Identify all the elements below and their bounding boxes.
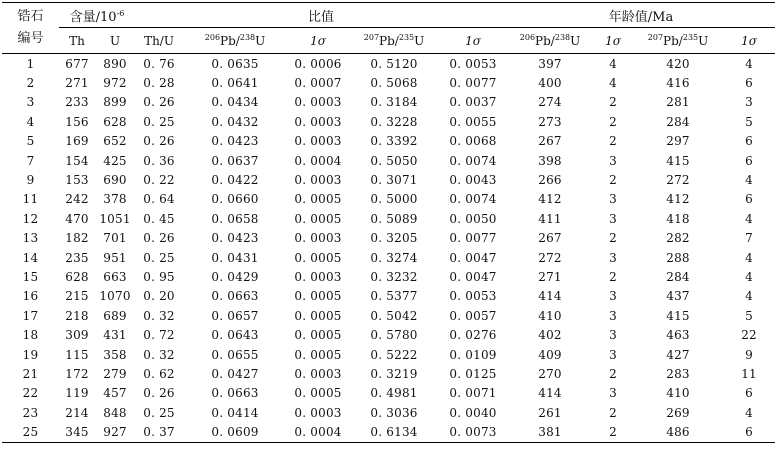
cell-pb206-u238-ratio: 0. 0655 [211, 347, 259, 362]
cell-pb207-u235-ratio: 0. 3232 [370, 269, 418, 284]
cell-th-u-ratio: 0. 26 [143, 231, 175, 246]
cell-pb206-u238-age: 274 [538, 95, 562, 110]
cell-ratio-sigma-2: 0. 0047 [449, 269, 497, 284]
cell-pb207-u235-age: 284 [666, 114, 690, 129]
cell-u-content: 358 [103, 347, 127, 362]
cell-th-u-ratio: 0. 25 [143, 114, 175, 129]
cell-pb207-u235-ratio: 0. 3392 [370, 134, 418, 149]
cell-age-sigma-1: 2 [609, 134, 617, 149]
cell-age-sigma-1: 3 [609, 328, 617, 343]
cell-pb206-u238-age: 381 [507, 422, 593, 442]
col-header-th: Th [59, 28, 95, 54]
cell-ratio-sigma-2: 0. 0125 [449, 366, 497, 381]
table-row [2, 306, 775, 325]
cell-age-sigma-2: 5 [745, 308, 753, 323]
pb206-mass-number: 206 [204, 32, 221, 42]
cell-pb207-u235-ratio: 0. 3184 [370, 95, 418, 110]
cell-ratio-sigma-1: 0. 0005 [294, 289, 342, 304]
cell-ratio-sigma-1: 0. 0003 [294, 231, 342, 246]
u235-mass-number: 235 [398, 32, 415, 42]
col-header-sigma-2: 1σ [439, 28, 507, 54]
cell-age-sigma-1: 3 [609, 211, 617, 226]
cell-pb206-u238-age: 398 [538, 153, 562, 168]
cell-age-sigma-1: 2 [609, 366, 617, 381]
cell-pb206-u238-ratio: 0. 0423 [211, 231, 259, 246]
cell-pb207-u235-ratio: 0. 3205 [370, 231, 418, 246]
cell-u-content: 652 [103, 134, 127, 149]
cell-pb207-u235-age: 415 [666, 153, 690, 168]
col-header-sigma-4: 1σ [723, 28, 775, 54]
col-header-th-u: Th/U [135, 28, 183, 54]
cell-ratio-sigma-1: 0. 0003 [294, 173, 342, 188]
cell-age-sigma-1: 3 [609, 289, 617, 304]
table-row [2, 151, 775, 170]
cell-zircon-id: 18 [22, 328, 39, 343]
table-row [2, 170, 775, 189]
cell-pb207-u235-age: 283 [666, 366, 690, 381]
table-row [2, 112, 775, 131]
pb207-mass-number: 207 [647, 32, 664, 42]
col-header-pb207-u235-ratio [349, 28, 439, 54]
cell-th-u-ratio: 0. 26 [143, 386, 175, 401]
cell-age-sigma-2: 22 [741, 328, 757, 343]
cell-pb206-u238-ratio: 0. 0423 [211, 134, 259, 149]
cell-ratio-sigma-2: 0. 0077 [449, 76, 497, 91]
cell-zircon-id: 15 [22, 269, 39, 284]
cell-ratio-sigma-2: 0. 0077 [449, 231, 497, 246]
cell-th-u-ratio: 0. 64 [143, 192, 175, 207]
cell-pb206-u238-age: 261 [538, 405, 562, 420]
cell-pb207-u235-age: 420 [666, 56, 690, 71]
cell-th-content: 153 [65, 173, 89, 188]
group-header-content-exponent: -6 [116, 8, 125, 18]
cell-pb207-u235-ratio: 0. 3274 [370, 250, 418, 265]
cell-pb206-u238-age: 414 [538, 289, 562, 304]
cell-ratio-sigma-1: 0. 0004 [287, 422, 349, 442]
cell-th-u-ratio: 0. 25 [143, 250, 175, 265]
cell-age-sigma-2: 4 [745, 250, 753, 265]
cell-pb206-u238-ratio: 0. 0663 [211, 289, 259, 304]
cell-age-sigma-2: 11 [741, 366, 757, 381]
cell-pb207-u235-ratio: 0. 5222 [370, 347, 418, 362]
cell-zircon-id: 9 [26, 173, 35, 188]
cell-pb206-u238-ratio: 0. 0427 [211, 366, 259, 381]
cell-ratio-sigma-2: 0. 0071 [449, 386, 497, 401]
u238-mass-number: 238 [239, 32, 256, 42]
pb206-mass-number: 206 [519, 32, 536, 42]
cell-ratio-sigma-2: 0. 0050 [449, 211, 497, 226]
cell-zircon-id: 25 [2, 422, 59, 442]
cell-pb207-u235-age: 288 [666, 250, 690, 265]
cell-ratio-sigma-2: 0. 0073 [439, 422, 507, 442]
cell-ratio-sigma-1: 0. 0005 [294, 386, 342, 401]
cell-th-content: 677 [65, 56, 89, 71]
cell-th-content: 115 [65, 347, 89, 362]
cell-ratio-sigma-1: 0. 0003 [294, 366, 342, 381]
cell-th-u-ratio: 0. 28 [143, 76, 175, 91]
cell-age-sigma-2: 6 [745, 76, 753, 91]
cell-th-content: 242 [65, 192, 89, 207]
cell-zircon-id: 12 [22, 211, 39, 226]
cell-age-sigma-1: 2 [593, 422, 633, 442]
cell-age-sigma-2: 6 [745, 134, 753, 149]
col-header-pb206-u238-ratio [183, 28, 287, 54]
table-row [2, 73, 775, 92]
cell-age-sigma-1: 2 [609, 173, 617, 188]
u-label: U [570, 33, 581, 48]
cell-pb207-u235-ratio: 0. 3219 [370, 366, 418, 381]
cell-age-sigma-1: 2 [609, 405, 617, 420]
table-row [2, 345, 775, 364]
cell-pb206-u238-age: 402 [538, 328, 562, 343]
cell-age-sigma-2: 3 [745, 95, 753, 110]
cell-pb206-u238-ratio: 0. 0422 [211, 173, 259, 188]
cell-pb207-u235-age: 416 [666, 76, 690, 91]
cell-age-sigma-1: 3 [609, 308, 617, 323]
table-row [2, 209, 775, 228]
cell-th-content: 172 [65, 366, 89, 381]
cell-th-content: 169 [65, 134, 89, 149]
col-header-zircon-id-line1: 锆石 [17, 9, 44, 24]
table-row [2, 229, 775, 248]
cell-th-u-ratio: 0. 76 [143, 56, 175, 71]
cell-ratio-sigma-2: 0. 0047 [449, 250, 497, 265]
cell-ratio-sigma-2: 0. 0055 [449, 114, 497, 129]
cell-age-sigma-2: 4 [745, 405, 753, 420]
cell-pb206-u238-ratio: 0. 0663 [211, 386, 259, 401]
cell-u-content: 972 [103, 76, 127, 91]
cell-pb207-u235-age: 281 [666, 95, 690, 110]
pb-label: Pb/ [379, 33, 399, 48]
table-row [2, 54, 775, 74]
cell-u-content: 378 [103, 192, 127, 207]
cell-ratio-sigma-1: 0. 0005 [294, 328, 342, 343]
group-header-content [59, 3, 135, 28]
cell-age-sigma-1: 3 [609, 347, 617, 362]
cell-u-content: 431 [103, 328, 127, 343]
cell-th-content: 309 [65, 328, 89, 343]
cell-ratio-sigma-2: 0. 0109 [449, 347, 497, 362]
u-label: U [414, 33, 425, 48]
pb207-mass-number: 207 [363, 32, 380, 42]
cell-th-u-ratio: 0. 45 [143, 211, 175, 226]
cell-age-sigma-2: 6 [745, 153, 753, 168]
cell-u-content: 690 [103, 173, 127, 188]
cell-age-sigma-1: 2 [609, 231, 617, 246]
cell-u-content: 425 [103, 153, 127, 168]
cell-th-u-ratio: 0. 37 [135, 422, 183, 442]
cell-pb207-u235-ratio: 0. 5042 [370, 308, 418, 323]
cell-pb207-u235-ratio: 0. 4981 [370, 386, 418, 401]
cell-pb206-u238-ratio: 0. 0431 [211, 250, 259, 265]
table-row [2, 403, 775, 422]
cell-age-sigma-2: 5 [745, 114, 753, 129]
cell-pb206-u238-ratio: 0. 0637 [211, 153, 259, 168]
cell-pb206-u238-ratio: 0. 0429 [211, 269, 259, 284]
cell-ratio-sigma-2: 0. 0040 [449, 405, 497, 420]
cell-pb207-u235-ratio: 0. 3228 [370, 114, 418, 129]
u238-mass-number: 238 [554, 32, 571, 42]
cell-age-sigma-1: 4 [609, 56, 617, 71]
col-header-u: U [95, 28, 135, 54]
cell-ratio-sigma-2: 0. 0057 [449, 308, 497, 323]
cell-age-sigma-1: 4 [609, 76, 617, 91]
cell-pb207-u235-age: 272 [666, 173, 690, 188]
cell-age-sigma-2: 7 [745, 231, 753, 246]
cell-zircon-id: 11 [22, 192, 39, 207]
cell-ratio-sigma-2: 0. 0053 [449, 56, 497, 71]
cell-u-content: 927 [95, 422, 135, 442]
cell-pb206-u238-age: 411 [538, 211, 562, 226]
cell-pb207-u235-ratio: 0. 5120 [370, 56, 418, 71]
cell-pb207-u235-ratio: 0. 5050 [370, 153, 418, 168]
cell-ratio-sigma-1: 0. 0006 [294, 56, 342, 71]
cell-u-content: 628 [103, 114, 127, 129]
cell-th-content: 182 [65, 231, 89, 246]
cell-ratio-sigma-2: 0. 0053 [449, 289, 497, 304]
cell-zircon-id: 14 [22, 250, 39, 265]
cell-pb206-u238-age: 273 [538, 114, 562, 129]
group-header-age: 年龄值/Ma [507, 3, 775, 28]
cell-u-content: 457 [103, 386, 127, 401]
cell-th-content: 233 [65, 95, 89, 110]
cell-ratio-sigma-2: 0. 0037 [449, 95, 497, 110]
cell-age-sigma-1: 3 [609, 250, 617, 265]
u-label: U [255, 33, 266, 48]
table-body [2, 54, 775, 443]
cell-th-u-ratio: 0. 36 [143, 153, 175, 168]
cell-ratio-sigma-1: 0. 0005 [294, 347, 342, 362]
cell-pb206-u238-ratio: 0. 0658 [211, 211, 259, 226]
cell-age-sigma-2: 9 [745, 347, 753, 362]
table-row [2, 422, 775, 442]
cell-pb206-u238-age: 267 [538, 231, 562, 246]
cell-ratio-sigma-1: 0. 0005 [294, 308, 342, 323]
cell-pb207-u235-age: 437 [666, 289, 690, 304]
u-label: U [698, 33, 709, 48]
cell-pb207-u235-age: 269 [666, 405, 690, 420]
cell-u-content: 1051 [99, 211, 131, 226]
cell-th-content: 154 [65, 153, 89, 168]
cell-age-sigma-1: 2 [609, 114, 617, 129]
cell-pb206-u238-age: 267 [538, 134, 562, 149]
cell-u-content: 951 [103, 250, 127, 265]
cell-pb206-u238-age: 266 [538, 173, 562, 188]
cell-pb206-u238-ratio: 0. 0643 [211, 328, 259, 343]
cell-pb206-u238-ratio: 0. 0641 [211, 76, 259, 91]
cell-pb207-u235-ratio: 0. 5068 [370, 76, 418, 91]
cell-age-sigma-2: 6 [745, 386, 753, 401]
cell-pb207-u235-ratio: 0. 3036 [370, 405, 418, 420]
cell-th-u-ratio: 0. 20 [143, 289, 175, 304]
cell-ratio-sigma-2: 0. 0068 [449, 134, 497, 149]
cell-th-u-ratio: 0. 26 [143, 134, 175, 149]
group-header-ratio: 比值 [135, 3, 507, 28]
cell-pb206-u238-ratio: 0. 0657 [211, 308, 259, 323]
cell-age-sigma-1: 2 [609, 95, 617, 110]
table-row [2, 132, 775, 151]
cell-pb206-u238-ratio: 0. 0432 [211, 114, 259, 129]
cell-pb207-u235-ratio: 0. 3071 [370, 173, 418, 188]
cell-pb207-u235-age: 418 [666, 211, 690, 226]
col-header-sigma-1: 1σ [287, 28, 349, 54]
cell-pb206-u238-age: 397 [538, 56, 562, 71]
cell-pb207-u235-age: 415 [666, 308, 690, 323]
cell-zircon-id: 21 [22, 366, 39, 381]
cell-pb206-u238-age: 412 [538, 192, 562, 207]
cell-pb206-u238-ratio: 0. 0635 [211, 56, 259, 71]
cell-pb207-u235-age: 282 [666, 231, 690, 246]
cell-ratio-sigma-1: 0. 0005 [294, 192, 342, 207]
pb-label: Pb/ [220, 33, 240, 48]
cell-zircon-id: 23 [22, 405, 39, 420]
cell-pb206-u238-age: 414 [538, 386, 562, 401]
pb-label: Pb/ [663, 33, 683, 48]
cell-age-sigma-2: 6 [723, 422, 775, 442]
cell-th-content: 271 [65, 76, 89, 91]
cell-age-sigma-2: 6 [745, 192, 753, 207]
cell-pb207-u235-age: 486 [633, 422, 723, 442]
cell-u-content: 689 [103, 308, 127, 323]
cell-pb207-u235-age: 284 [666, 269, 690, 284]
cell-th-content: 218 [65, 308, 89, 323]
cell-age-sigma-2: 4 [745, 289, 753, 304]
col-header-sigma-3: 1σ [593, 28, 633, 54]
cell-pb207-u235-ratio: 0. 5089 [370, 211, 418, 226]
cell-ratio-sigma-2: 0. 0043 [449, 173, 497, 188]
cell-th-u-ratio: 0. 26 [143, 95, 175, 110]
cell-pb207-u235-ratio: 0. 5000 [370, 192, 418, 207]
cell-ratio-sigma-2: 0. 0074 [449, 192, 497, 207]
cell-zircon-id: 1 [26, 56, 35, 71]
cell-th-content: 345 [59, 422, 95, 442]
cell-age-sigma-2: 4 [745, 211, 753, 226]
col-header-zircon-id [2, 3, 59, 54]
cell-u-content: 279 [103, 366, 127, 381]
cell-ratio-sigma-1: 0. 0003 [294, 134, 342, 149]
cell-zircon-id: 5 [26, 134, 35, 149]
table-row [2, 364, 775, 383]
cell-pb206-u238-ratio: 0. 0609 [183, 422, 287, 442]
cell-u-content: 701 [103, 231, 127, 246]
cell-zircon-id: 19 [22, 347, 39, 362]
cell-u-content: 848 [103, 405, 127, 420]
cell-age-sigma-1: 3 [609, 192, 617, 207]
pb-label: Pb/ [535, 33, 555, 48]
cell-th-u-ratio: 0. 22 [143, 173, 175, 188]
cell-pb206-u238-ratio: 0. 0434 [211, 95, 259, 110]
cell-zircon-id: 4 [26, 114, 35, 129]
col-header-zircon-id-line2: 编号 [17, 31, 44, 46]
cell-pb206-u238-age: 409 [538, 347, 562, 362]
cell-ratio-sigma-1: 0. 0005 [294, 250, 342, 265]
cell-pb207-u235-age: 297 [666, 134, 690, 149]
cell-pb206-u238-age: 410 [538, 308, 562, 323]
cell-th-content: 215 [65, 289, 89, 304]
cell-u-content: 663 [103, 269, 127, 284]
cell-th-content: 214 [65, 405, 89, 420]
table-row [2, 267, 775, 286]
cell-pb206-u238-age: 271 [538, 269, 562, 284]
zircon-u-pb-table [2, 2, 775, 443]
cell-u-content: 899 [103, 95, 127, 110]
cell-ratio-sigma-1: 0. 0003 [294, 114, 342, 129]
cell-pb207-u235-ratio: 0. 5377 [370, 289, 418, 304]
cell-th-u-ratio: 0. 32 [143, 347, 175, 362]
cell-zircon-id: 3 [26, 95, 35, 110]
cell-zircon-id: 22 [22, 386, 39, 401]
cell-th-u-ratio: 0. 72 [143, 328, 175, 343]
cell-pb207-u235-ratio: 0. 5780 [370, 328, 418, 343]
cell-pb207-u235-age: 412 [666, 192, 690, 207]
cell-ratio-sigma-1: 0. 0004 [294, 153, 342, 168]
cell-ratio-sigma-1: 0. 0003 [294, 405, 342, 420]
zircon-data-table-container [2, 2, 757, 443]
table-row [2, 325, 775, 344]
cell-zircon-id: 7 [26, 153, 35, 168]
cell-pb206-u238-age: 270 [538, 366, 562, 381]
cell-zircon-id: 17 [22, 308, 39, 323]
table-row [2, 190, 775, 209]
cell-th-content: 470 [65, 211, 89, 226]
cell-zircon-id: 16 [22, 289, 39, 304]
cell-th-u-ratio: 0. 25 [143, 405, 175, 420]
col-header-pb206-u238-age [507, 28, 593, 54]
table-row [2, 93, 775, 112]
cell-pb206-u238-age: 400 [538, 76, 562, 91]
cell-th-content: 156 [65, 114, 89, 129]
cell-age-sigma-1: 3 [609, 153, 617, 168]
cell-th-content: 119 [65, 386, 89, 401]
u235-mass-number: 235 [682, 32, 699, 42]
cell-th-u-ratio: 0. 95 [143, 269, 175, 284]
cell-pb206-u238-ratio: 0. 0660 [211, 192, 259, 207]
group-header-content-label: 含量/10 [69, 9, 117, 25]
cell-age-sigma-1: 3 [609, 386, 617, 401]
table-row [2, 384, 775, 403]
cell-u-content: 1070 [99, 289, 131, 304]
cell-pb207-u235-age: 410 [666, 386, 690, 401]
cell-th-content: 235 [65, 250, 89, 265]
cell-ratio-sigma-2: 0. 0074 [449, 153, 497, 168]
col-header-pb207-u235-age [633, 28, 723, 54]
cell-th-u-ratio: 0. 32 [143, 308, 175, 323]
cell-zircon-id: 13 [22, 231, 39, 246]
cell-pb207-u235-ratio: 0. 6134 [349, 422, 439, 442]
cell-ratio-sigma-1: 0. 0003 [294, 269, 342, 284]
cell-ratio-sigma-2: 0. 0276 [449, 328, 497, 343]
table-row [2, 248, 775, 267]
cell-pb206-u238-age: 272 [538, 250, 562, 265]
cell-age-sigma-1: 2 [609, 269, 617, 284]
cell-th-u-ratio: 0. 62 [143, 366, 175, 381]
cell-pb206-u238-ratio: 0. 0414 [211, 405, 259, 420]
cell-age-sigma-2: 4 [745, 173, 753, 188]
cell-age-sigma-2: 4 [745, 269, 753, 284]
cell-pb207-u235-age: 463 [666, 328, 690, 343]
cell-ratio-sigma-1: 0. 0005 [294, 211, 342, 226]
table-row [2, 287, 775, 306]
cell-zircon-id: 2 [26, 76, 35, 91]
cell-ratio-sigma-1: 0. 0007 [294, 76, 342, 91]
cell-th-content: 628 [65, 269, 89, 284]
cell-age-sigma-2: 4 [745, 56, 753, 71]
cell-pb207-u235-age: 427 [666, 347, 690, 362]
cell-u-content: 890 [103, 56, 127, 71]
cell-ratio-sigma-1: 0. 0003 [294, 95, 342, 110]
